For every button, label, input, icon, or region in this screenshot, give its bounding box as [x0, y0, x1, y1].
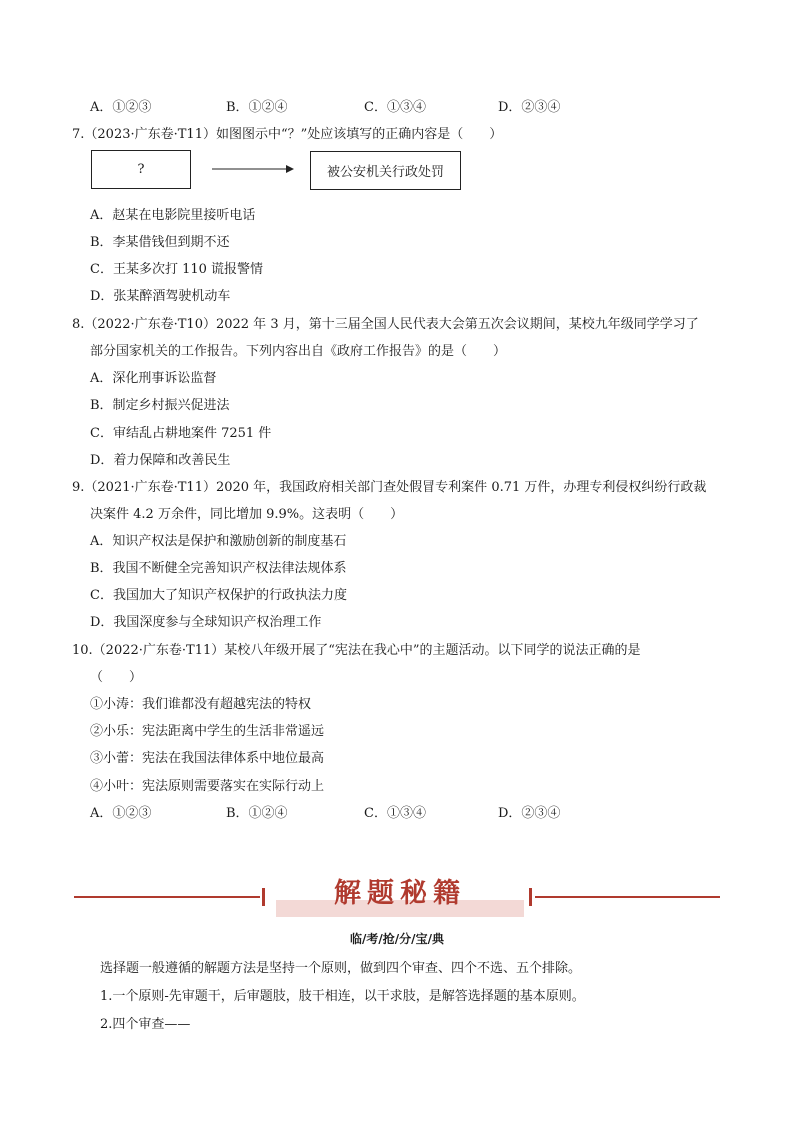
- q7-diagram-left-box: [91, 150, 191, 189]
- q6-option-b: B．①②④: [226, 100, 288, 115]
- q6-option-a: A．①②③: [90, 100, 152, 115]
- q9-option-c: C．我国加大了知识产权保护的行政执法力度: [90, 588, 347, 603]
- q10-stem-line-2: （ ）: [90, 670, 143, 685]
- q9-option-d: D．我国深度参与全球知识产权治理工作: [90, 615, 322, 630]
- q9-stem-line-2: 决案件 4.2 万余件，同比增加 9.9%。这表明（ ）: [90, 507, 404, 522]
- q8-option-d: D．着力保障和改善民生: [90, 453, 231, 468]
- q8-option-c: C．审结乱占耕地案件 7251 件: [90, 426, 272, 441]
- q10-statement-4: ④小叶：宪法原则需要落实在实际行动上: [90, 779, 325, 794]
- q8-stem-line-2: 部分国家机关的工作报告。下列内容出自《政府工作报告》的是（ ）: [90, 344, 507, 359]
- q10-option-c: C．①③④: [364, 806, 426, 821]
- section-line-1: 选择题一般遵循的解题方法是坚持一个原则，做到四个审查、四个不选、五个排除。: [100, 961, 582, 976]
- q7-option-a: A．赵某在电影院里接听电话: [90, 208, 256, 223]
- section-line-3: 2.四个审查——: [100, 1017, 191, 1032]
- q9-option-b: B．我国不断健全完善知识产权法律法规体系: [90, 561, 347, 576]
- q7-diagram-result: 被公安机关行政处罚: [326, 165, 444, 180]
- q7-diagram-right-box: [310, 151, 461, 190]
- q7-diagram-question-mark: ?: [137, 162, 145, 177]
- q7-diagram-arrow-icon: [212, 163, 294, 175]
- q8-option-a: A．深化刑事诉讼监督: [90, 371, 217, 386]
- q10-statement-2: ②小乐：宪法距离中学生的生活非常遥远: [90, 724, 325, 739]
- q8-stem-line-1: 8.（2022·广东卷·T10）2022 年 3 月，第十三届全国人民代表大会第五次会议期间，某校九年级同学学习了: [72, 317, 699, 332]
- q10-option-b: B．①②④: [226, 806, 288, 821]
- q10-statement-3: ③小蕾：宪法在我国法律体系中地位最高: [90, 751, 325, 766]
- q7-stem: 7.（2023·广东卷·T11）如图图示中“？”处应该填写的正确内容是（ ）: [72, 127, 503, 142]
- q10-options: [90, 802, 650, 820]
- section-subtitle: 临/考/抢/分/宝/典: [350, 932, 444, 946]
- q8-option-b: B．制定乡村振兴促进法: [90, 398, 230, 413]
- q9-stem-line-1: 9.（2021·广东卷·T11）2020 年，我国政府相关部门查处假冒专利案件 0.71 万件，办理专利侵权纠纷行政裁: [72, 480, 707, 495]
- q10-stem-line-1: 10.（2022·广东卷·T11）某校八年级开展了“宪法在我心中”的主题活动。以下同学的说法正确的是: [72, 643, 641, 658]
- q6-option-c: C．①③④: [364, 100, 426, 115]
- banner-line-right: [535, 896, 720, 898]
- banner-cap-left: [262, 888, 265, 906]
- q10-statement-1: ①小涛：我们谁都没有超越宪法的特权: [90, 697, 312, 712]
- banner-line-left: [74, 896, 260, 898]
- q6-options: [90, 96, 650, 114]
- q7-option-b: B．李某借钱但到期不还: [90, 235, 230, 250]
- q7-option-c: C．王某多次打 110 谎报警情: [90, 262, 264, 277]
- section-title: 解题秘籍: [334, 878, 466, 909]
- q6-option-d: D．②③④: [498, 100, 561, 115]
- banner-cap-right: [529, 888, 532, 906]
- q7-option-d: D．张某醉酒驾驶机动车: [90, 289, 231, 304]
- section-line-2: 1.一个原则-先审题干，后审题肢，肢干相连，以干求肢，是解答选择题的基本原则。: [100, 989, 585, 1004]
- q10-option-a: A．①②③: [90, 806, 152, 821]
- q10-option-d: D．②③④: [498, 806, 561, 821]
- q9-option-a: A．知识产权法是保护和激励创新的制度基石: [90, 534, 347, 549]
